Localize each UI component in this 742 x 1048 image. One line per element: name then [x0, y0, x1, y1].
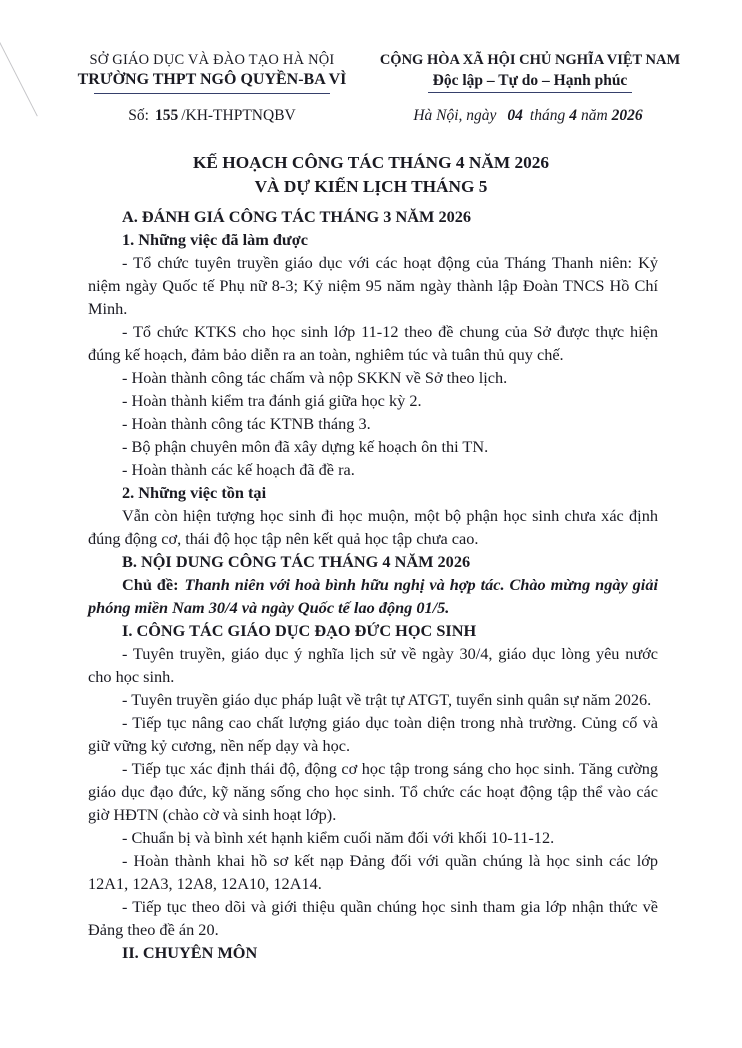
document-number-label: Số: [128, 107, 149, 124]
header-national-motto [366, 52, 694, 94]
theme-label: Chủ đề: [122, 575, 179, 594]
section-b-ethics-heading: I. CÔNG TÁC GIÁO DỤC ĐẠO ĐỨC HỌC SINH [122, 621, 477, 640]
document-date [366, 107, 694, 125]
document-title-line2: VÀ DỰ KIẾN LỊCH THÁNG 5 [254, 176, 488, 196]
date-day: 04 [507, 107, 523, 124]
date-month-label: tháng [529, 107, 566, 124]
done-item: - Hoàn thành kiểm tra đánh giá giữa học kỳ 2. [122, 391, 422, 410]
document-meta [0, 94, 742, 125]
section-a-done-heading: 1. Những việc đã làm được [122, 230, 308, 249]
ethics-item: - Tiếp tục nâng cao chất lượng giáo dục toàn diện trong nhà trường. Củng cố và giữ vững kỷ cương, nền nếp dạy và học. [88, 713, 658, 755]
issuing-school: TRƯỜNG THPT NGÔ QUYỀN-BA VÌ [77, 71, 347, 88]
done-item: - Tổ chức KTKS cho học sinh lớp 11-12 theo đề chung của Sở được thực hiện đúng kế hoạch, đảm bảo diễn ra an toàn, nghiêm túc và tuân thủ quy chế. [88, 322, 658, 364]
ethics-item: - Hoàn thành khai hồ sơ kết nạp Đảng đối với quần chúng là học sinh các lớp 12A1, 12A3, 12A8, 12A10, 12A14. [88, 851, 658, 893]
issuing-department: SỞ GIÁO DỤC VÀ ĐÀO TẠO HÀ NỘI [89, 52, 335, 68]
done-item: - Hoàn thành các kế hoạch đã đề ra. [122, 460, 355, 479]
date-year: 2026 [611, 107, 643, 124]
issues-paragraph: Vẫn còn hiện tượng học sinh đi học muộn, một bộ phận học sinh chưa xác định đúng động cơ, thái độ học tập nên kết quả học tập chưa cao. [88, 506, 658, 548]
section-a-issues-heading: 2. Những việc tồn tại [122, 483, 267, 502]
done-item: - Hoàn thành công tác chấm và nộp SKKN về Sở theo lịch. [122, 368, 508, 387]
ethics-item: - Tuyên truyền, giáo dục ý nghĩa lịch sử về ngày 30/4, giáo dục lòng yêu nước cho học sinh. [88, 644, 658, 686]
header-issuing-org [58, 52, 366, 94]
school-underline [94, 93, 330, 94]
national-title: CỘNG HÒA XÃ HỘI CHỦ NGHĨA VIỆT NAM [379, 52, 681, 68]
document-number-value: 155 [154, 107, 179, 124]
ethics-item: - Tiếp tục theo dõi và giới thiệu quần chúng học sinh tham gia lớp nhận thức về Đảng theo đề án 20. [88, 897, 658, 939]
date-place: Hà Nội, ngày [413, 107, 497, 124]
date-year-label: năm [580, 107, 608, 124]
document-title [0, 151, 742, 198]
document-header [0, 0, 742, 94]
theme-text: Thanh niên với hoà bình hữu nghị và hợp tác. Chào mừng ngày giải phóng miền Nam 30/4 và ngày Quốc tế lao động 01/5. [88, 575, 658, 617]
done-item: - Bộ phận chuyên môn đã xây dựng kế hoạch ôn thi TN. [122, 437, 489, 456]
national-motto: Độc lập – Tự do – Hạnh phúc [428, 72, 633, 93]
document-number-suffix: /KH-THPTNQBV [181, 107, 296, 124]
section-a-heading: A. ĐÁNH GIÁ CÔNG TÁC THÁNG 3 NĂM 2026 [122, 207, 472, 226]
section-b-heading: B. NỘI DUNG CÔNG TÁC THÁNG 4 NĂM 2026 [122, 552, 471, 571]
document-body [88, 205, 658, 964]
ethics-item: - Tuyên truyền giáo dục pháp luật về trật tự ATGT, tuyển sinh quân sự năm 2026. [122, 690, 652, 709]
ethics-item: - Chuẩn bị và bình xét hạnh kiểm cuối năm đối với khối 10-11-12. [122, 828, 555, 847]
theme-paragraph [88, 573, 658, 619]
date-month: 4 [569, 107, 577, 124]
section-b-professional-heading: II. CHUYÊN MÔN [122, 943, 258, 962]
ethics-item: - Tiếp tục xác định thái độ, động cơ học tập trong sáng cho học sinh. Tăng cường giáo dục đạo đức, kỹ năng sống cho học sinh. Tổ chức các hoạt động tập thể vào các giờ HĐTN (chào cờ và sinh hoạt lớp). [88, 759, 658, 824]
document-title-line1: KẾ HOẠCH CÔNG TÁC THÁNG 4 NĂM 2026 [192, 153, 550, 172]
document-number [58, 107, 366, 125]
done-item: - Tổ chức tuyên truyền giáo dục với các hoạt động của Tháng Thanh niên: Kỷ niệm ngày Quốc tế Phụ nữ 8-3; Kỷ niệm 95 năm ngày thành lập Đoàn TNCS Hồ Chí Minh. [88, 253, 658, 318]
done-item: - Hoàn thành công tác KTNB tháng 3. [122, 414, 371, 433]
